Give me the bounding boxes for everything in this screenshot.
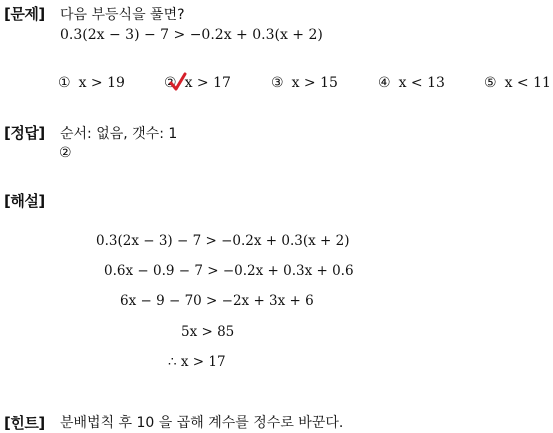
choice-4[interactable] bbox=[378, 75, 445, 91]
problem-inequality: 0.3(2x − 3) − 7 > −0.2x + 0.3(x + 2) bbox=[60, 27, 323, 43]
solution-step-4: 5x > 85 bbox=[181, 324, 235, 340]
hint-text: 분배법칙 후 10 을 곱해 계수를 정수로 바꾼다. bbox=[60, 415, 344, 431]
choice-2-number: ② bbox=[164, 75, 177, 91]
choice-5-number: ⑤ bbox=[484, 75, 497, 91]
solution-step-5: ∴ x > 17 bbox=[168, 354, 226, 370]
choice-5[interactable] bbox=[484, 75, 551, 91]
choice-3-number: ③ bbox=[271, 75, 284, 91]
choice-3-text: x > 15 bbox=[291, 75, 338, 91]
choice-4-text: x < 13 bbox=[398, 75, 445, 91]
choice-1-text: x > 19 bbox=[78, 75, 125, 91]
choice-3[interactable] bbox=[271, 75, 338, 91]
answer-label: [정답] bbox=[4, 124, 45, 142]
solution-step-2: 0.6x − 0.9 − 7 > −0.2x + 0.3x + 0.6 bbox=[104, 263, 354, 279]
problem-label: [문제] bbox=[4, 5, 45, 23]
choice-1-number: ① bbox=[58, 75, 71, 91]
solution-step-3: 6x − 9 − 70 > −2x + 3x + 6 bbox=[120, 293, 314, 309]
choice-5-text: x < 11 bbox=[504, 75, 551, 91]
answer-meta: 순서: 없음, 갯수: 1 bbox=[60, 126, 178, 142]
answer-value: ② bbox=[59, 145, 72, 161]
choice-4-number: ④ bbox=[378, 75, 391, 91]
hint-label: [힌트] bbox=[4, 414, 45, 432]
solution-step-1: 0.3(2x − 3) − 7 > −0.2x + 0.3(x + 2) bbox=[96, 233, 350, 249]
choice-2-text: x > 17 bbox=[184, 75, 231, 91]
solution-label: [해설] bbox=[4, 192, 45, 210]
problem-question: 다음 부등식을 풀면? bbox=[60, 7, 185, 23]
check-mark-icon bbox=[169, 72, 187, 92]
choice-1[interactable] bbox=[58, 75, 125, 91]
